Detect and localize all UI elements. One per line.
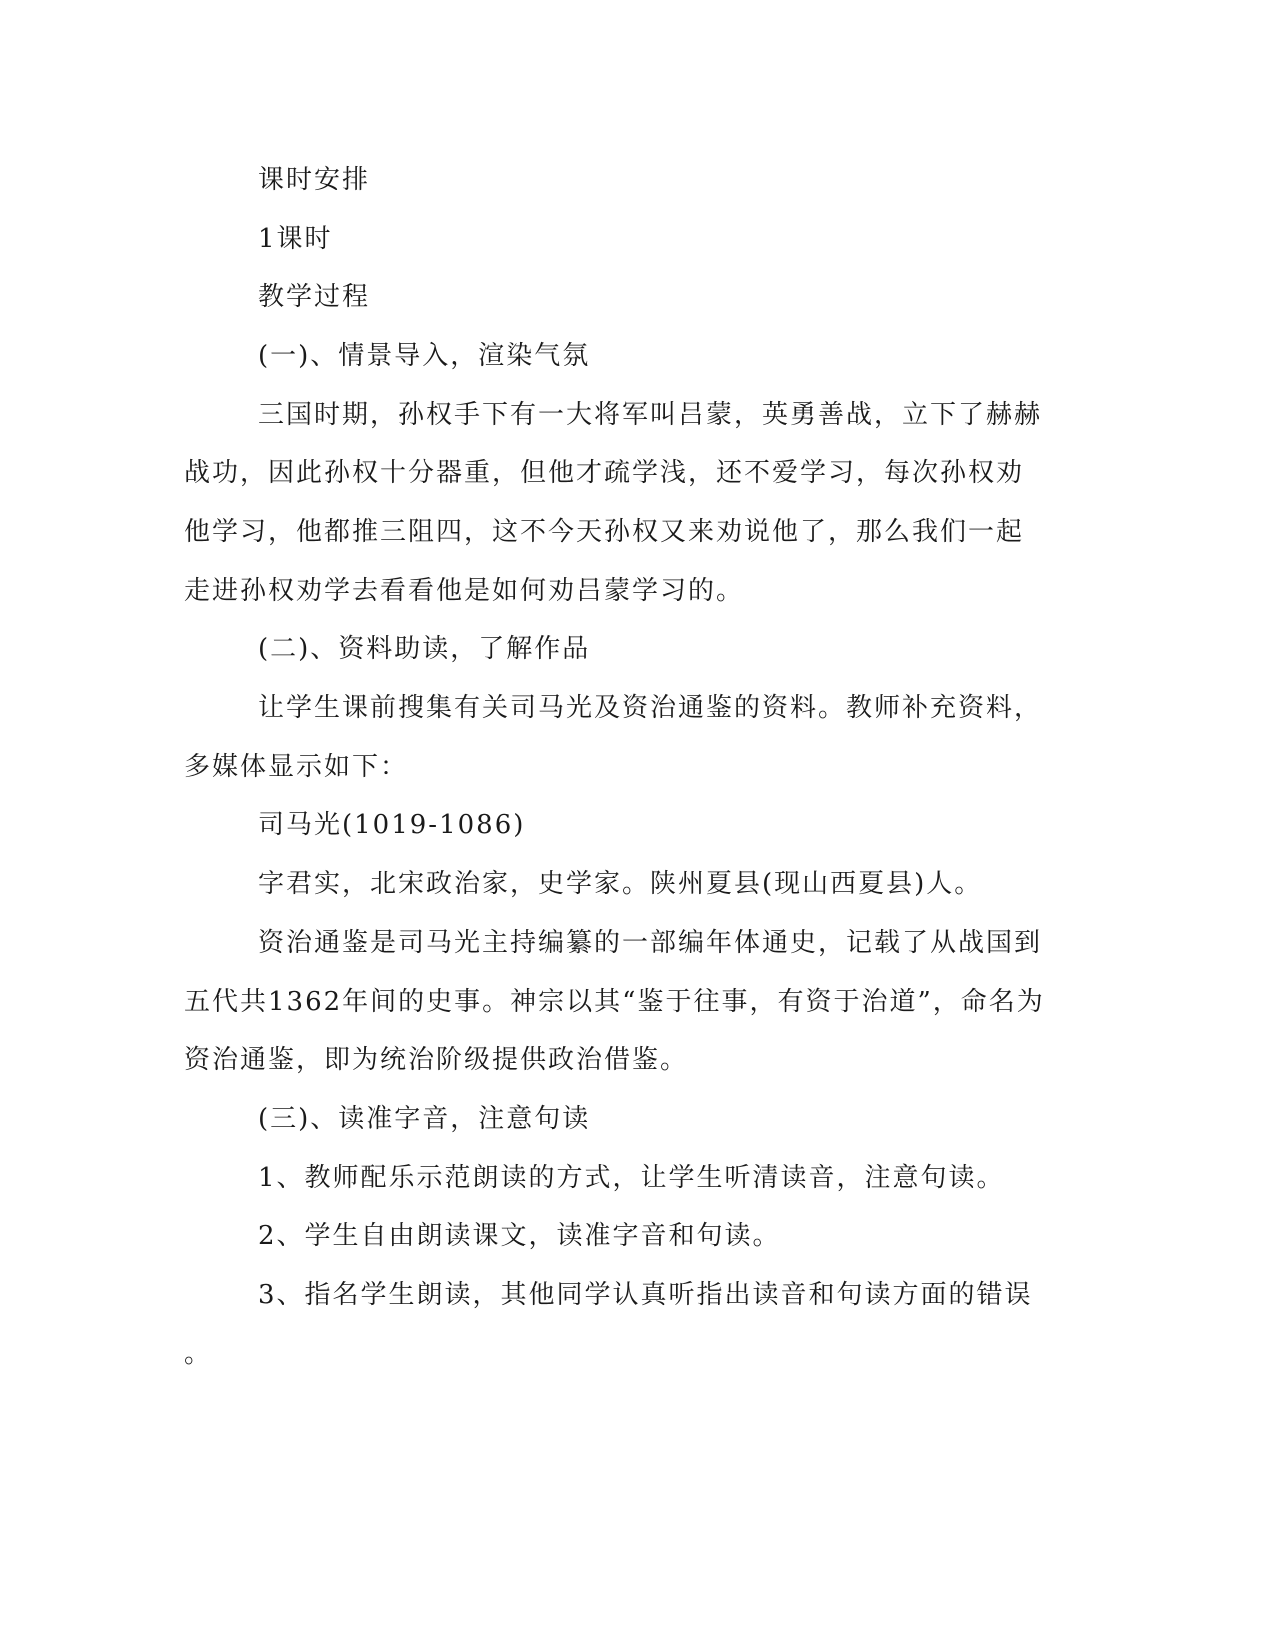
text-line: 五代共1362年间的史事。神宗以其“鉴于往事，有资于治道”，命名为 [184, 987, 1045, 1017]
section-heading: (三)、读准字音，注意句读 [258, 1104, 591, 1134]
text-line: 多媒体显示如下： [184, 752, 409, 782]
text-line: 资治通鉴，即为统治阶级提供政治借鉴。 [184, 1045, 689, 1075]
list-item: 2、学生自由朗读课文，读准字音和句读。 [258, 1221, 781, 1251]
text-line: 他学习，他都推三阻四，这不今天孙权又来劝说他了，那么我们一起 [184, 517, 1025, 547]
text-line: 司马光(1019-1086) [258, 810, 526, 840]
text-line: 1课时 [258, 224, 333, 254]
text-line: 走进孙权劝学去看看他是如何劝吕蒙学习的。 [184, 576, 745, 606]
list-item: 1、教师配乐示范朗读的方式，让学生听清读音，注意句读。 [258, 1163, 1005, 1193]
text-line: 课时安排 [258, 165, 371, 195]
section-heading: (一)、情景导入，渲染气氛 [258, 341, 591, 371]
text-line: 。 [184, 1339, 213, 1369]
list-item: 3、指名学生朗读，其他同学认真听指出读音和句读方面的错误 [258, 1280, 1033, 1310]
text-line: 让学生课前搜集有关司马光及资治通鉴的资料。教师补充资料， [258, 693, 1043, 723]
text-line: 资治通鉴是司马光主持编纂的一部编年体通史，记载了从战国到 [258, 928, 1043, 958]
section-heading: (二)、资料助读，了解作品 [258, 634, 591, 664]
text-line: 字君实，北宋政治家，史学家。陕州夏县(现山西夏县)人。 [258, 869, 983, 899]
text-line: 三国时期，孙权手下有一大将军叫吕蒙，英勇善战，立下了赫赫 [258, 400, 1043, 430]
text-line: 教学过程 [258, 282, 371, 312]
text-line: 战功，因此孙权十分器重，但他才疏学浅，还不爱学习，每次孙权劝 [184, 458, 1025, 488]
